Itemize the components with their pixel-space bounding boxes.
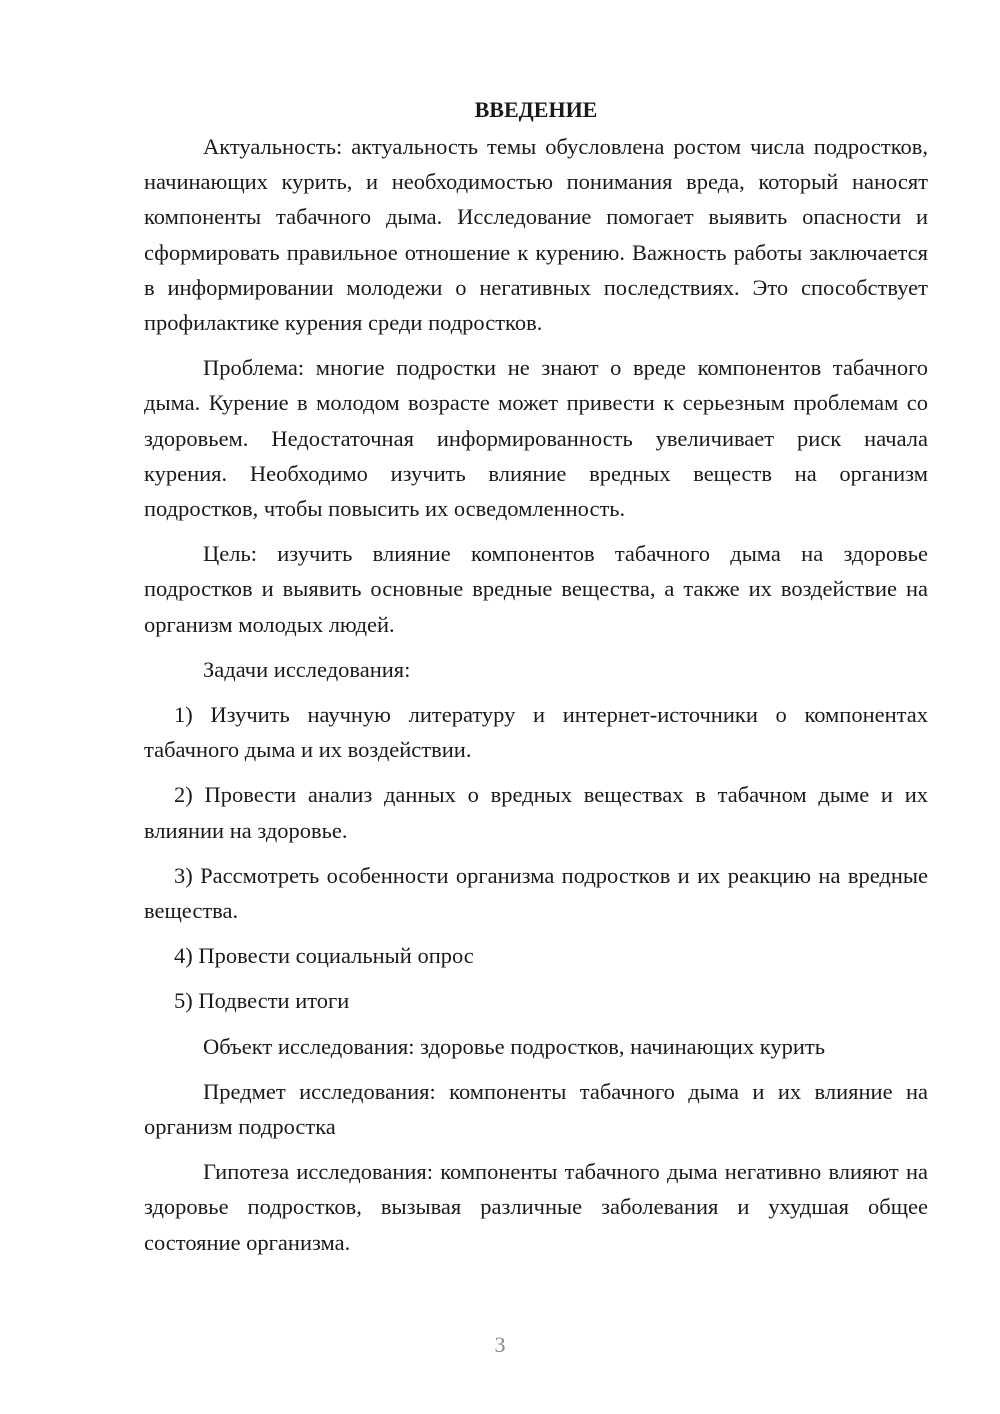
problem-paragraph: Проблема: многие подростки не знают о вреде компонентов табачного дыма. Курение в молодом возрасте может привести к серьезным проблемам со здоровьем. Недостаточная информированность увеличивает риск начала курения. Необходимо изучить влияние вредных веществ на организм подростков, чтобы повысить их осведомленность. — [144, 355, 928, 522]
goal-paragraph: Цель: изучить влияние компонентов табачного дыма на здоровье подростков и выявить основные вредные вещества, а также их воздействие на организм молодых людей. — [144, 541, 928, 637]
task-item-2: 2) Провести анализ данных о вредных веществах в табачном дыме и их влиянии на здоровье. — [144, 782, 928, 843]
task-item-5: 5) Подвести итоги — [174, 988, 350, 1014]
page-title: ВВЕДЕНИЕ — [474, 97, 598, 122]
task-item-3: 3) Рассмотреть особенности организма подростков и их реакцию на вредные вещества. — [144, 862, 928, 924]
task-item-4: 4) Провести социальный опрос — [174, 943, 474, 969]
hypothesis-paragraph: Гипотеза исследования: компоненты табачного дыма негативно влияют на здоровье подростков, вызывая различные заболевания и ухудшая общее состояние организма. — [144, 1159, 928, 1255]
relevance-paragraph: Актуальность: актуальность темы обусловлена ростом числа подростков, начинающих курить, и необходимостью понимания вреда, который наносят компоненты табачного дыма. Исследование помогает выявить опасности и сформировать правильное отношение к курению. Важность работы заключается в информировании молодежи о негативных последствиях. Это способствует профилактике курения среди подростков. — [144, 134, 928, 336]
subject-paragraph: Предмет исследования: компоненты табачного дыма и их влияние на организм подростка — [144, 1078, 928, 1140]
task-item-1: 1) Изучить научную литературу и интернет-источники о компонентах табачного дыма и их воздействии. — [144, 702, 928, 763]
document-page — [144, 92, 928, 1270]
object-paragraph: Объект исследования: здоровье подростков, начинающих курить — [203, 1033, 825, 1059]
tasks-heading: Задачи исследования: — [203, 656, 411, 682]
page-number: 3 — [494, 1332, 506, 1357]
